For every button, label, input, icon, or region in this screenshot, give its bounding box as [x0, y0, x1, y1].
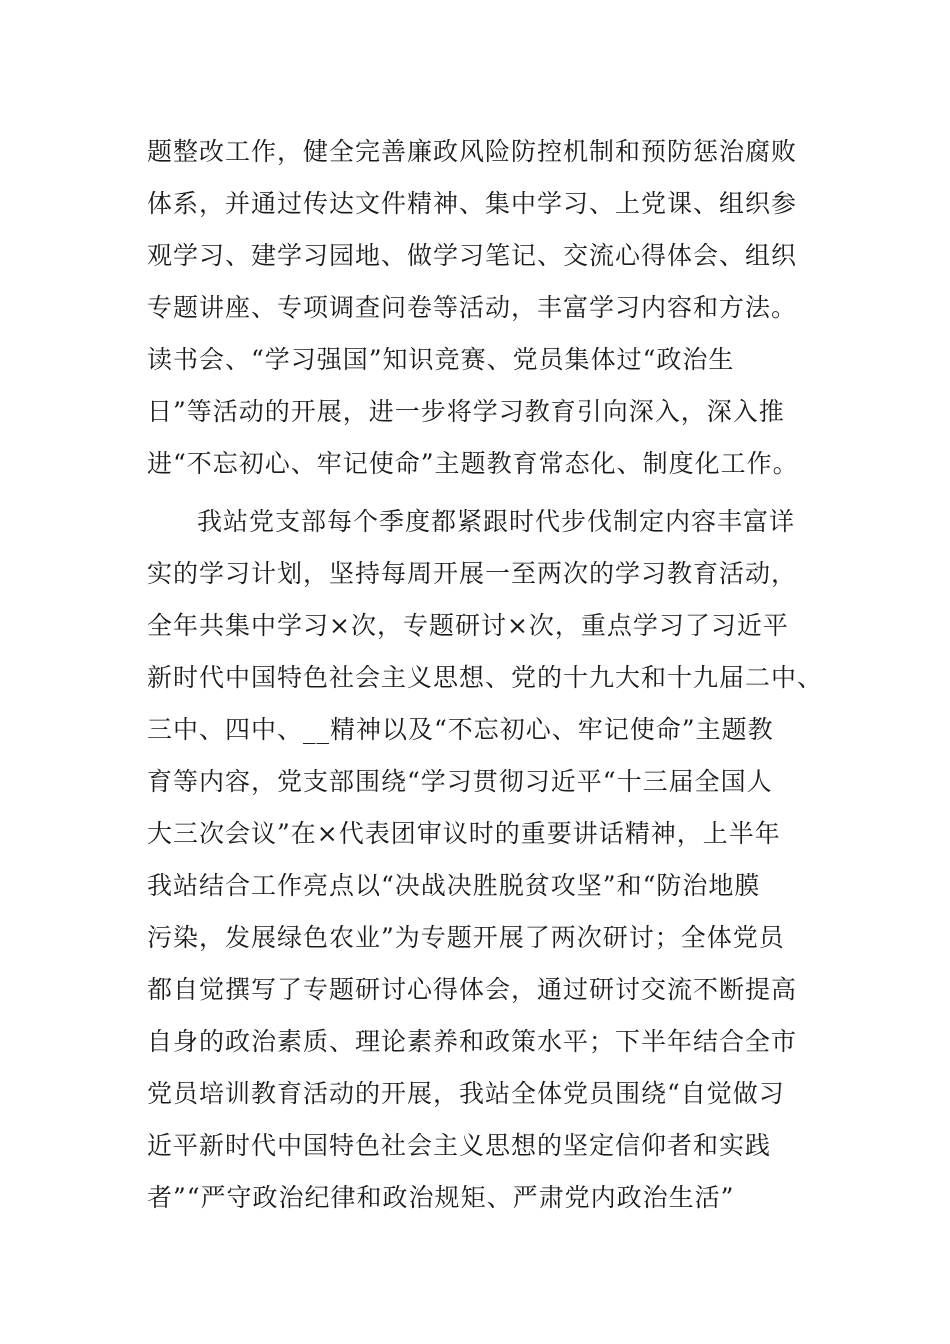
paragraph-line: 全年共集中学习×次，专题研讨×次，重点学习了习近平 [147, 611, 789, 640]
paragraph-line: 专题讲座、专项调查问卷等活动，丰富学习内容和方法。 [147, 293, 798, 322]
paragraph-2 [147, 496, 824, 1224]
paragraph-line: 我站结合工作亮点以“决战决胜脱贫攻坚”和“防治地膜 [147, 871, 761, 900]
paragraph-1 [147, 126, 807, 490]
paragraph-line: 大三次会议”在×代表团审议时的重要讲话精神，上半年 [147, 819, 781, 848]
paragraph-line: 进“不忘初心、牢记使命”主题教育常态化、制度化工作。 [147, 449, 799, 478]
paragraph-line: 近平新时代中国特色社会主义思想的坚定信仰者和实践 [147, 1131, 772, 1160]
paragraph-line: 观学习、建学习园地、做学习笔记、交流心得体会、组织 [147, 241, 798, 270]
paragraph-line: 日”等活动的开展，进一步将学习教育引向深入，深入推 [147, 397, 785, 426]
paragraph-line: 污染，发展绿色农业”为专题开展了两次研讨；全体党员 [147, 923, 785, 952]
paragraph-line: 新时代中国特色社会主义思想、党的十九大和十九届二中、 [147, 663, 824, 692]
paragraph-line: 我站党支部每个季度都紧跟时代步伐制定内容丰富详 [197, 507, 796, 536]
paragraph-line: 读书会、“学习强国”知识竞赛、党员集体过“政治生 [147, 345, 735, 374]
paragraph-line: 者”“严守政治纪律和政治规矩、严肃党内政治生活” [147, 1183, 735, 1212]
paragraph-line: 党员培训教育活动的开展，我站全体党员围绕“自觉做习 [147, 1079, 785, 1108]
paragraph-line: 题整改工作，健全完善廉政风险防控机制和预防惩治腐败 [147, 137, 798, 166]
paragraph-line: 都自觉撰写了专题研讨心得体会，通过研讨交流不断提高 [147, 975, 798, 1004]
paragraph-line: 自身的政治素质、理论素养和政策水平；下半年结合全市 [147, 1027, 798, 1056]
paragraph-line: 实的学习计划，坚持每周开展一至两次的学习教育活动， [147, 559, 798, 588]
paragraph-line: 育等内容，党支部围绕“学习贯彻习近平“十三届全国人 [147, 767, 773, 796]
paragraph-line: 三中、四中、__精神以及“不忘初心、牢记使命”主题教 [147, 715, 774, 744]
paragraph-line: 体系，并通过传达文件精神、集中学习、上党课、组织参 [147, 189, 798, 218]
